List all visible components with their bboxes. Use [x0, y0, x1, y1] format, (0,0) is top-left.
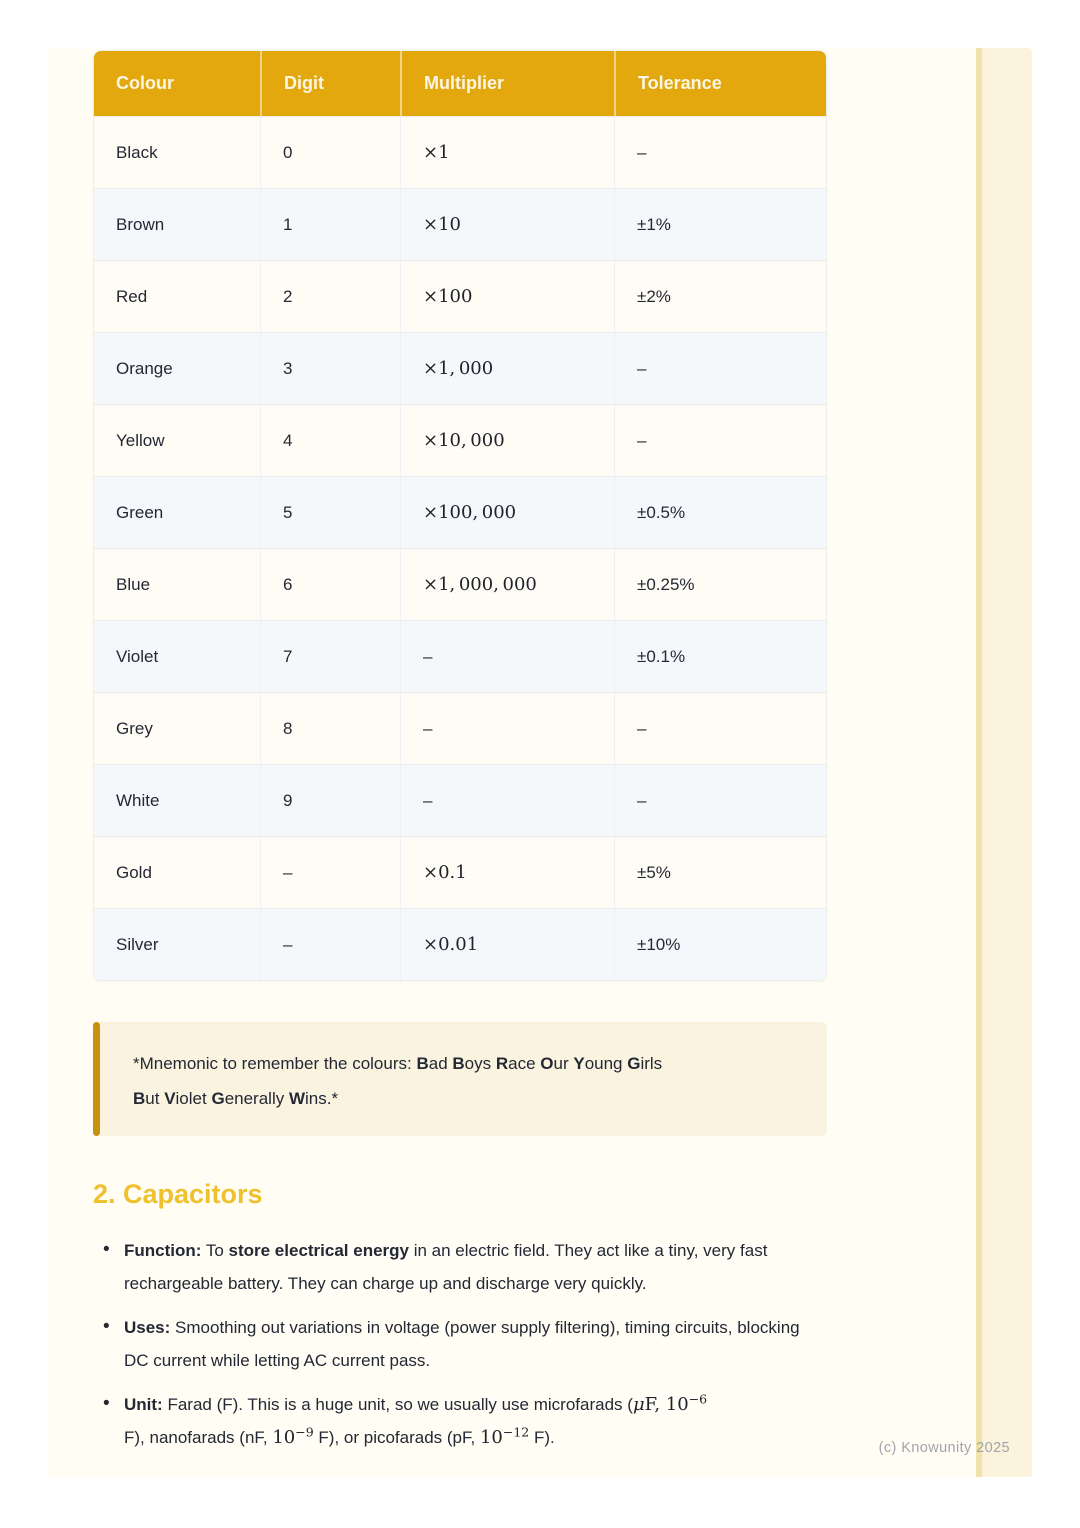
table-row-grey: [94, 692, 827, 764]
capacitors-bullet-list: [93, 1234, 827, 1454]
cell-multiplier: ×100, 000: [400, 476, 614, 548]
table-row-silver: [94, 908, 827, 980]
column-header-multiplier: Multiplier: [400, 51, 614, 116]
cell-colour: Grey: [94, 692, 260, 764]
cell-digit: 2: [260, 260, 400, 332]
cell-tolerance: –: [614, 764, 827, 836]
cell-digit: 1: [260, 188, 400, 260]
bullet-uses: [93, 1311, 827, 1377]
section-heading-capacitors: 2. Capacitors: [93, 1179, 263, 1209]
cell-digit: 8: [260, 692, 400, 764]
cell-digit: 6: [260, 548, 400, 620]
cell-tolerance: ±2%: [614, 260, 827, 332]
cell-colour: Brown: [94, 188, 260, 260]
table-row-brown: [94, 188, 827, 260]
cell-colour: White: [94, 764, 260, 836]
cell-tolerance: ±0.5%: [614, 476, 827, 548]
table-row-gold: [94, 836, 827, 908]
bullet-function: [93, 1234, 827, 1300]
cell-colour: Yellow: [94, 404, 260, 476]
cell-multiplier: ×100: [400, 260, 614, 332]
table-row-yellow: [94, 404, 827, 476]
cell-colour: Blue: [94, 548, 260, 620]
cell-digit: 3: [260, 332, 400, 404]
cell-digit: 7: [260, 620, 400, 692]
cell-tolerance: ±10%: [614, 908, 827, 980]
cell-tolerance: –: [614, 404, 827, 476]
table-row-violet: [94, 620, 827, 692]
cell-digit: 0: [260, 116, 400, 188]
mnemonic-text: *Mnemonic to remember the colours: Bad Boys Race Our Young Girls But Violet Generally Wins.*: [133, 1054, 663, 1108]
column-header-tolerance: Tolerance: [614, 51, 827, 116]
cell-digit: –: [260, 836, 400, 908]
cell-colour: Orange: [94, 332, 260, 404]
callout-accent-bar: [93, 1022, 100, 1136]
cell-tolerance: ±5%: [614, 836, 827, 908]
column-header-colour: Colour: [94, 51, 260, 116]
cell-digit: 5: [260, 476, 400, 548]
cell-digit: –: [260, 908, 400, 980]
cell-colour: Silver: [94, 908, 260, 980]
resistor-colour-code-table-wrap: [93, 50, 827, 981]
cell-multiplier: –: [400, 620, 614, 692]
cell-colour: Gold: [94, 836, 260, 908]
cell-multiplier: ×1, 000, 000: [400, 548, 614, 620]
cell-colour: Black: [94, 116, 260, 188]
bullet-text: Unit: Farad (F). This is a huge unit, so we usually use microfarads (μF, $10^{-6}$ F), nanofarads (nF, $10^{-9}$ F), or picofarads (pF, $10^{-12}$ F).: [124, 1391, 708, 1448]
cell-multiplier: ×10, 000: [400, 404, 614, 476]
cell-multiplier: ×1, 000: [400, 332, 614, 404]
table-row-red: [94, 260, 827, 332]
cell-multiplier: –: [400, 764, 614, 836]
cell-colour: Violet: [94, 620, 260, 692]
cell-multiplier: ×0.1: [400, 836, 614, 908]
cell-multiplier: ×0.01: [400, 908, 614, 980]
cell-tolerance: ±0.25%: [614, 548, 827, 620]
cell-digit: 4: [260, 404, 400, 476]
cell-tolerance: ±0.1%: [614, 620, 827, 692]
table-row-black: [94, 116, 827, 188]
table-row-orange: [94, 332, 827, 404]
table-header-row: [94, 51, 827, 116]
table-row-blue: [94, 548, 827, 620]
cell-tolerance: ±1%: [614, 188, 827, 260]
cell-tolerance: –: [614, 332, 827, 404]
watermark: (c) Knowunity 2025: [878, 1440, 1010, 1456]
table-body: [94, 116, 827, 980]
document-page: [48, 48, 1032, 1477]
table-row-white: [94, 764, 827, 836]
cell-multiplier: ×1: [400, 116, 614, 188]
column-header-digit: Digit: [260, 51, 400, 116]
bullet-text: Uses: Smoothing out variations in voltage (power supply filtering), timing circuits, blocking DC current while letting AC current pass.: [124, 1318, 800, 1370]
resistor-colour-code-table: [94, 51, 827, 980]
cell-multiplier: –: [400, 692, 614, 764]
bullet-text: Function: To store electrical energy in an electric field. They act like a tiny, very fast rechargeable battery. They can charge up and discharge very quickly.: [124, 1241, 768, 1293]
page-edge-accent-strip: [976, 48, 1032, 1477]
cell-multiplier: ×10: [400, 188, 614, 260]
page-content: [93, 50, 827, 1465]
cell-colour: Red: [94, 260, 260, 332]
table-row-green: [94, 476, 827, 548]
cell-tolerance: –: [614, 692, 827, 764]
cell-digit: 9: [260, 764, 400, 836]
mnemonic-callout: [93, 1022, 827, 1136]
cell-tolerance: –: [614, 116, 827, 188]
bullet-unit: [93, 1388, 827, 1454]
cell-colour: Green: [94, 476, 260, 548]
